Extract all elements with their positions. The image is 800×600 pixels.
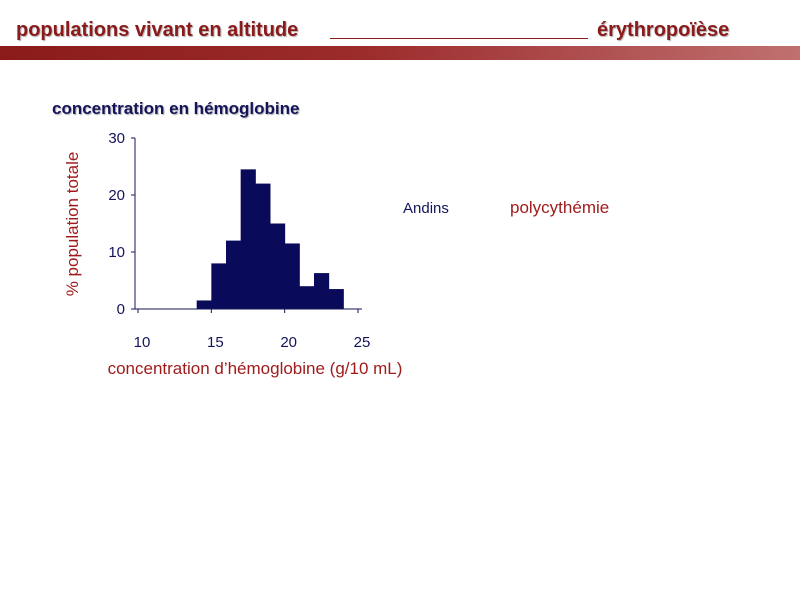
x-tick-label-3: 25: [353, 334, 371, 351]
histogram-bar-3: [241, 169, 256, 309]
slide-topic: érythropoïèse: [597, 19, 730, 41]
population-label: Andins: [403, 200, 449, 217]
y-axis-label: % population totale: [63, 151, 82, 297]
histogram-bar-5: [270, 224, 285, 310]
y-tick-label-0: 0: [116, 301, 125, 318]
histogram-bar-2: [226, 241, 241, 309]
histogram-bar-9: [329, 289, 344, 309]
y-axis-ticks: [108, 130, 135, 318]
histogram-bar-6: [285, 243, 300, 309]
histogram-bar-4: [255, 184, 270, 309]
y-tick-label-3: 30: [108, 130, 125, 147]
x-tick-label-2: 20: [280, 334, 298, 351]
x-axis-ticks: [134, 309, 371, 351]
histogram-bar-8: [314, 273, 329, 309]
x-tick-label-1: 15: [206, 334, 224, 351]
histogram-bar-7: [299, 286, 314, 309]
x-tick-label-0: 10: [133, 334, 151, 351]
slide-title: populations vivant en altitude: [16, 19, 299, 41]
chart-title: concentration en hémoglobine: [52, 99, 300, 118]
histogram-bar-1: [211, 263, 226, 309]
condition-label: polycythémie: [510, 198, 610, 217]
histogram-bar-0: [197, 300, 212, 309]
histogram-bars: [197, 169, 344, 309]
y-tick-label-2: 20: [108, 187, 125, 204]
x-axis-label: concentration d’hémoglobine (g/10 mL): [107, 359, 403, 378]
y-tick-label-1: 10: [108, 244, 125, 261]
